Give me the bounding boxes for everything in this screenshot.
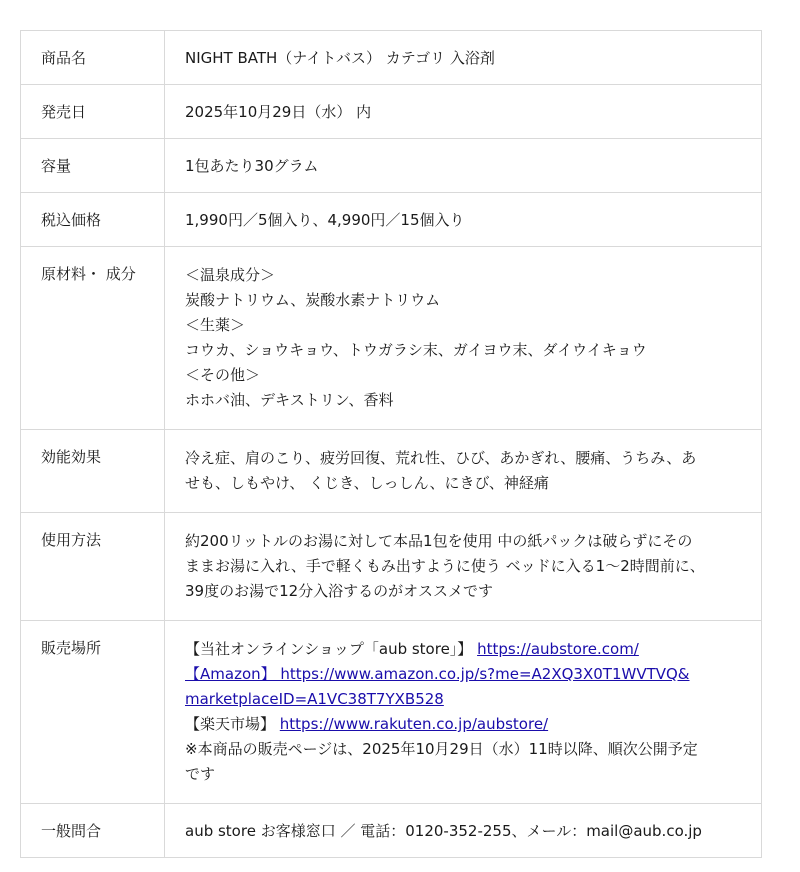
label-release-date: 発売日 — [21, 85, 165, 139]
label-contact: 一般問合 — [21, 804, 165, 858]
usage-line: ままお湯に入れ、手で軽くもみ出すように使う ベッドに入る1〜2時間前に、 — [185, 557, 705, 575]
aub-store-link[interactable]: https://aubstore.com/ — [477, 640, 639, 658]
value-price: 1,990円／5個入り、4,990円／15個入り — [165, 193, 762, 247]
rakuten-link[interactable]: https://www.rakuten.co.jp/aubstore/ — [279, 715, 549, 733]
value-contact: aub store お客様窓口 ／ 電話：0120-352-255、メール：mail@aub.co.jp — [165, 804, 762, 858]
store-amazon — [185, 662, 741, 687]
value-effects — [165, 430, 762, 513]
row-ingredients — [21, 247, 762, 430]
ingredients-line: ＜生薬＞ — [185, 316, 246, 334]
row-usage — [21, 513, 762, 621]
label-product-name: 商品名 — [21, 31, 165, 85]
ingredients-line: コウカ、ショウキョウ、トウガラシ末、ガイヨウ末、ダイウイキョウ — [185, 341, 647, 359]
store-aub-label: 【当社オンラインショップ「aub store」】 — [185, 640, 478, 658]
value-product-name: NIGHT BATH（ナイトバス） カテゴリ 入浴剤 — [165, 31, 762, 85]
label-price: 税込価格 — [21, 193, 165, 247]
value-release-date: 2025年10月29日（水） 内 — [165, 85, 762, 139]
row-release-date — [21, 85, 762, 139]
label-stores: 販売場所 — [21, 621, 165, 804]
usage-line: 39度のお湯で12分入浴するのがオススメです — [185, 582, 494, 600]
ingredients-line: ＜温泉成分＞ — [185, 266, 276, 284]
row-volume — [21, 139, 762, 193]
row-contact — [21, 804, 762, 858]
row-stores — [21, 621, 762, 804]
store-amazon-cont — [185, 687, 741, 712]
product-spec-table — [20, 30, 762, 858]
label-ingredients: 原材料・ 成分 — [21, 247, 165, 430]
effects-line: 冷え症、肩のこり、疲労回復、荒れ性、ひび、あかぎれ、腰痛、うちみ、あ — [185, 449, 697, 467]
store-aub — [185, 637, 741, 662]
value-usage — [165, 513, 762, 621]
value-stores — [165, 621, 762, 804]
row-product-name — [21, 31, 762, 85]
store-rakuten-label: 【楽天市場】 — [185, 715, 280, 733]
label-volume: 容量 — [21, 139, 165, 193]
value-volume: 1包あたり30グラム — [165, 139, 762, 193]
row-price — [21, 193, 762, 247]
label-effects: 効能効果 — [21, 430, 165, 513]
amazon-link-cont[interactable]: marketplaceID=A1VC38T7YXB528 — [185, 690, 444, 708]
value-ingredients — [165, 247, 762, 430]
ingredients-line: 炭酸ナトリウム、炭酸水素ナトリウム — [185, 291, 441, 309]
effects-line: せも、しもやけ、 くじき、しっしん、にきび、神経痛 — [185, 474, 549, 492]
ingredients-line: ホホバ油、デキストリン、香料 — [185, 391, 394, 409]
store-note: ※本商品の販売ページは、2025年10月29日（水）11時以降、順次公開予定 — [185, 740, 698, 758]
label-usage: 使用方法 — [21, 513, 165, 621]
amazon-link[interactable]: 【Amazon】 https://www.amazon.co.jp/s?me=A2XQ3X0T1WVTVQ& — [185, 665, 690, 683]
ingredients-line: ＜その他＞ — [185, 366, 261, 384]
row-effects — [21, 430, 762, 513]
store-note-cont: です — [185, 765, 216, 783]
store-rakuten — [185, 712, 741, 737]
usage-line: 約200リットルのお湯に対して本品1包を使用 中の紙パックは破らずにその — [185, 532, 693, 550]
